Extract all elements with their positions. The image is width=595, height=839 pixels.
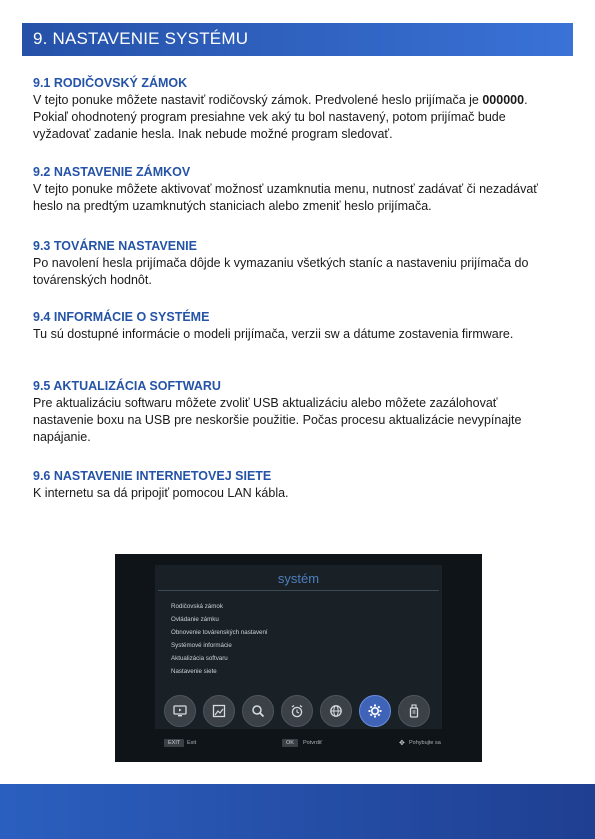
section-body: V tejto ponuke môžete aktivovať možnosť uzamknutia menu, nutnosť zadávať či nezadávať heslo na predtým uzamknutých staniciach alebo zmeniť heslo prijímača. [33,182,538,213]
section-body: Po navolení hesla prijímača dôjde k vymazaniu všetkých staníc a nastaveniu prijímača do továrenských hodnôt. [33,256,529,287]
section-title: 9.5 AKTUALIZÁCIA SOFTWARU [33,379,221,393]
section-body: Tu sú dostupné informácie o modeli prijímača, verzii sw a dátume zostavenia firmware. [33,327,514,341]
section-lock-settings [33,165,558,215]
menu-footer-hints [115,739,482,751]
chapter-title: 9. NASTAVENIE SYSTÉMU [33,29,249,48]
menu-item-system-info[interactable]: Systémové informácie [171,642,232,649]
system-menu-screenshot [115,554,482,762]
exit-key: EXIT [164,739,184,747]
ok-key: OK [282,739,298,747]
section-title: 9.6 NASTAVENIE INTERNETOVEJ SIETE [33,469,272,483]
section-title: 9.1 RODIČOVSKÝ ZÁMOK [33,76,188,90]
section-title: 9.2 NASTAVENIE ZÁMKOV [33,165,191,179]
default-password: 000000 [482,93,525,107]
menu-item-lock-control[interactable]: Ovládanie zámku [171,616,219,623]
section-factory-reset [33,239,558,289]
nav-arrows-icon: ✥ [399,740,405,747]
section-software-update [33,379,558,446]
ok-key-label: Potvrdiť [303,740,323,746]
globe-icon[interactable] [320,695,352,727]
system-menu-list [171,600,268,678]
usb-drive-icon[interactable] [398,695,430,727]
page-footer-bar [0,784,595,839]
divider [158,590,439,591]
section-body: V tejto ponuke môžete nastaviť rodičovský zámok. Predvolené heslo prijímača je 000000. Pokiaľ ohodnotený program presiahne vek aký tu bol nastavený, potom prijímač bude vyžadovať zadanie hesla. Inak nebude možné program sledovať. [33,93,528,141]
chapter-header [22,23,573,56]
menu-item-parental-lock[interactable]: Rodičovská zámok [171,603,223,610]
section-body: K internetu sa dá pripojiť pomocou LAN kábla. [33,486,289,500]
menu-item-software-update[interactable]: Aktualizácia softvaru [171,655,228,662]
alarm-clock-icon[interactable] [281,695,313,727]
picture-icon[interactable] [203,695,235,727]
section-system-info [33,310,558,343]
section-title: 9.4 INFORMÁCIE O SYSTÉME [33,310,210,324]
section-title: 9.3 TOVÁRNE NASTAVENIE [33,239,197,253]
section-network-settings [33,469,558,502]
menu-item-network-settings[interactable]: Nastavenie siete [171,668,217,675]
nav-label: Pohybujte sa [409,740,441,746]
section-parental-lock [33,76,558,143]
exit-key-label: Exit [187,740,197,746]
menu-title: systém [277,571,320,586]
menu-icon-bar [164,695,434,729]
search-icon[interactable] [242,695,274,727]
gear-icon[interactable] [359,695,391,727]
menu-item-factory-reset[interactable]: Obnovenie továrenských nastavení [171,629,268,636]
section-body: Pre aktualizáciu softwaru môžete zvoliť USB aktualizáciu alebo môžete zazálohovať nastavenie boxu na USB pre neskoršie použitie. Počas procesu aktualizácie nevypínajte napájanie. [33,396,522,444]
tv-icon[interactable] [164,695,196,727]
